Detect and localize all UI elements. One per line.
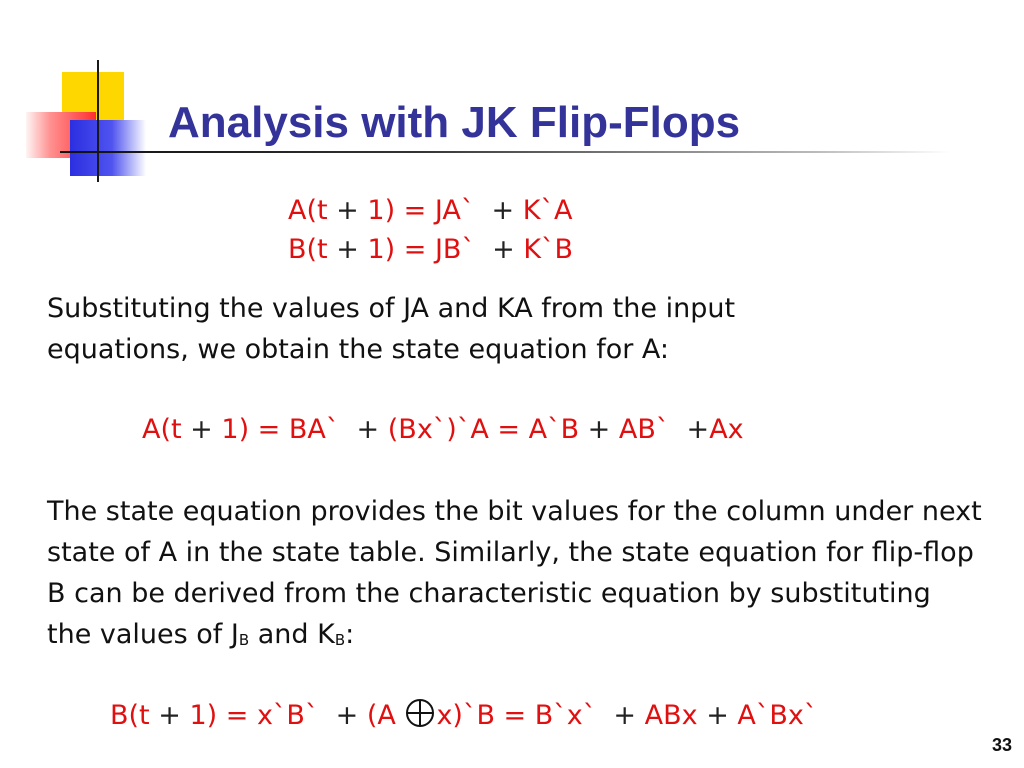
equation-a-characteristic: A(t + 1) = JA` + K`A [288,195,573,226]
paragraph-substituting: Substituting the values of JA and KA from the input equations, we obtain the state equation for A: [47,293,736,365]
state-equation-a: A(t + 1) = BA` + (Bx`)`A = A`B + AB` +Ax [142,414,744,445]
deco-vertical-line [97,60,99,182]
title-underline [60,151,950,153]
equation-b-characteristic: B(t + 1) = JB` + K`B [288,234,574,265]
page-number: 33 [991,735,1012,755]
paragraph-state-equation: The state equation provides the bit values for the column under next state of A in the state table. Similarly, the state equation for flip-flop B can be derived from the characteristic equation by substituting the values of $J_B$ and $K_B$: [47,496,982,650]
slide-title: Analysis with JK Flip-Flops [168,98,741,147]
deco-blue-square [70,120,146,176]
xor-icon [406,699,434,727]
state-equation-b: B(t + 1) = x`B` + (A x)`B = B`x` + ABx + A`Bx` [110,700,818,731]
